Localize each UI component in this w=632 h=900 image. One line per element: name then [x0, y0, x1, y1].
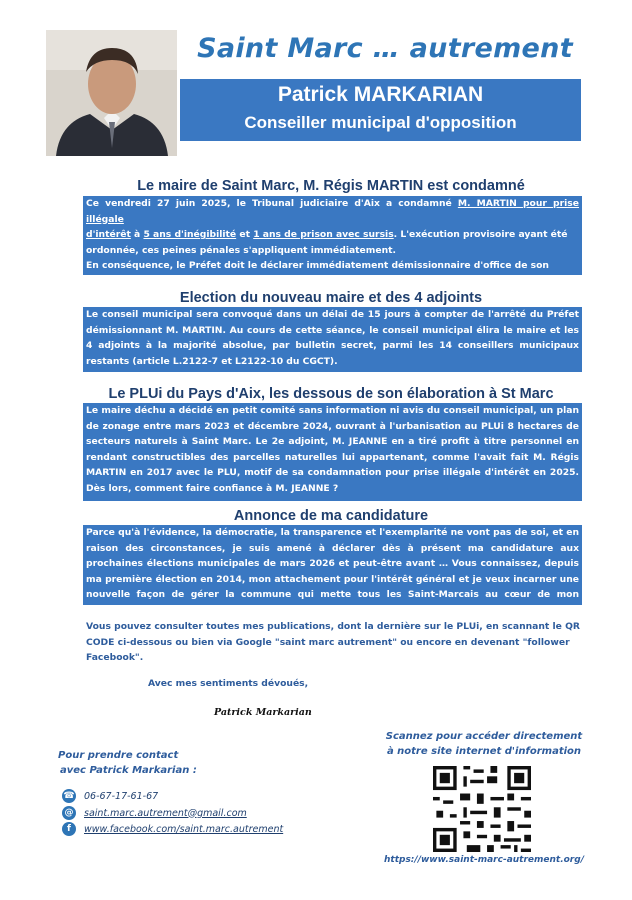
email-icon: @: [62, 806, 76, 820]
email-link[interactable]: saint.marc.autrement@gmail.com: [84, 807, 247, 819]
phone-icon: ☎: [63, 791, 75, 801]
phone-number: 06-67-17-61-67: [84, 790, 159, 802]
section-title-candidature: Annonce de ma candidature: [233, 508, 429, 524]
section-box-condamnation: Ce vendredi 27 juin 2025, le Tribunal judiciaire d'Aix a condamné M. MARTIN pour prise illégale d'intérêt à 5 ans d'inégibilité et 1 ans de prison avec sursis. L'exécution provisoire ayant été ordonnée, ces peines pénales s'appliquent immédiatement. En conséquence, le Préfet doit le déclarer immédiatement démissionnaire d'office de son mandat sur le fondement de l'article L236 du code électoral.: [83, 196, 582, 275]
candidate-name: Patrick MARKARIAN: [277, 83, 484, 106]
contact-facebook-row: [62, 822, 283, 836]
signature: Patrick Markarian: [214, 707, 312, 718]
section-box-election: Le conseil municipal sera convoqué dans un délai de 15 jours à compter de l'arrêté du Préfet démissionnant M. MARTIN. Au cours de cette séance, le conseil municipal élira le maire et les 4 adjoints à la majorité absolue, par bulletin secret, parmi les 14 conseillers municipaux restants (article L.2122-7 et L2122-10 du CGCT).: [83, 307, 582, 372]
brand-title: Saint Marc … autrement: [197, 33, 573, 64]
scan-caption-line2: à notre site internet d'information: [386, 746, 582, 757]
site-url[interactable]: https://www.saint-marc-autrement.org/: [384, 855, 584, 865]
scan-caption-line1: Scannez pour accéder directement: [385, 731, 583, 742]
section-title-condamnation: Le maire de Saint Marc, M. Régis MARTIN est condamné: [137, 178, 525, 194]
name-banner: [180, 79, 581, 141]
qr-code[interactable]: [433, 766, 531, 852]
scan-caption: [384, 729, 584, 759]
contact-heading: [58, 748, 197, 778]
section-box-plui: Le maire déchu a décidé en petit comité sans information ni avis du conseil municipal, un plan de zonage entre mars 2023 et décembre 2024, ouvrant à l'urbanisation au PLUi 8 hectares de secteurs naturels à Saint Marc. Le 2e adjoint, M. JEANNE en a tiré profit à titre personnel en rendant constructibles des parcelles naturelles lui appartenant, comme l'avait fait M. Régis MARTIN en 2017 avec le PLU, motif de sa condamnation pour prise illégale d'intérêt en 2025. Dès lors, comment faire confiance à M. JEANNE ?: [83, 403, 582, 501]
contact-phone-row: [62, 789, 158, 803]
candidate-role: Conseiller municipal d'opposition: [244, 113, 517, 132]
section-title-plui: Le PLUi du Pays d'Aix, les dessous de son élaboration à St Marc: [108, 386, 554, 402]
facebook-icon: f: [62, 822, 76, 836]
contact-heading-line1: Pour prendre contact: [58, 750, 179, 761]
contact-heading-line2: avec Patrick Markarian :: [60, 765, 197, 776]
section-title-election: Election du nouveau maire et des 4 adjoints: [179, 290, 483, 306]
contact-email-row: [62, 806, 247, 820]
portrait-photo: [46, 30, 177, 156]
facebook-link[interactable]: www.facebook.com/saint.marc.autrement: [84, 823, 284, 835]
consult-paragraph: Vous pouvez consulter toutes mes publications, dont la dernière sur le PLUi, en scannant le QR CODE ci-dessous ou bien via Google "saint marc autrement" ou encore en devenant "follower Facebook".: [86, 621, 580, 663]
section-box-candidature: Parce qu'à l'évidence, la démocratie, la transparence et l'exemplarité ne vont pas de soi, et en raison des circonstances, je suis amené à déclarer dès à présent ma candidature aux prochaines élections municipales de mars 2026 et peut-être avant … Vous connaissez, depuis ma première élection en 2014, mon attachement pour l'intérêt général et je veux incarner une nouvelle façon de gérer la commune qui mette tous les Saint-Marcais au cœur de mon engagement.: [83, 525, 582, 605]
closing-line: Avec mes sentiments dévoués,: [148, 678, 309, 689]
